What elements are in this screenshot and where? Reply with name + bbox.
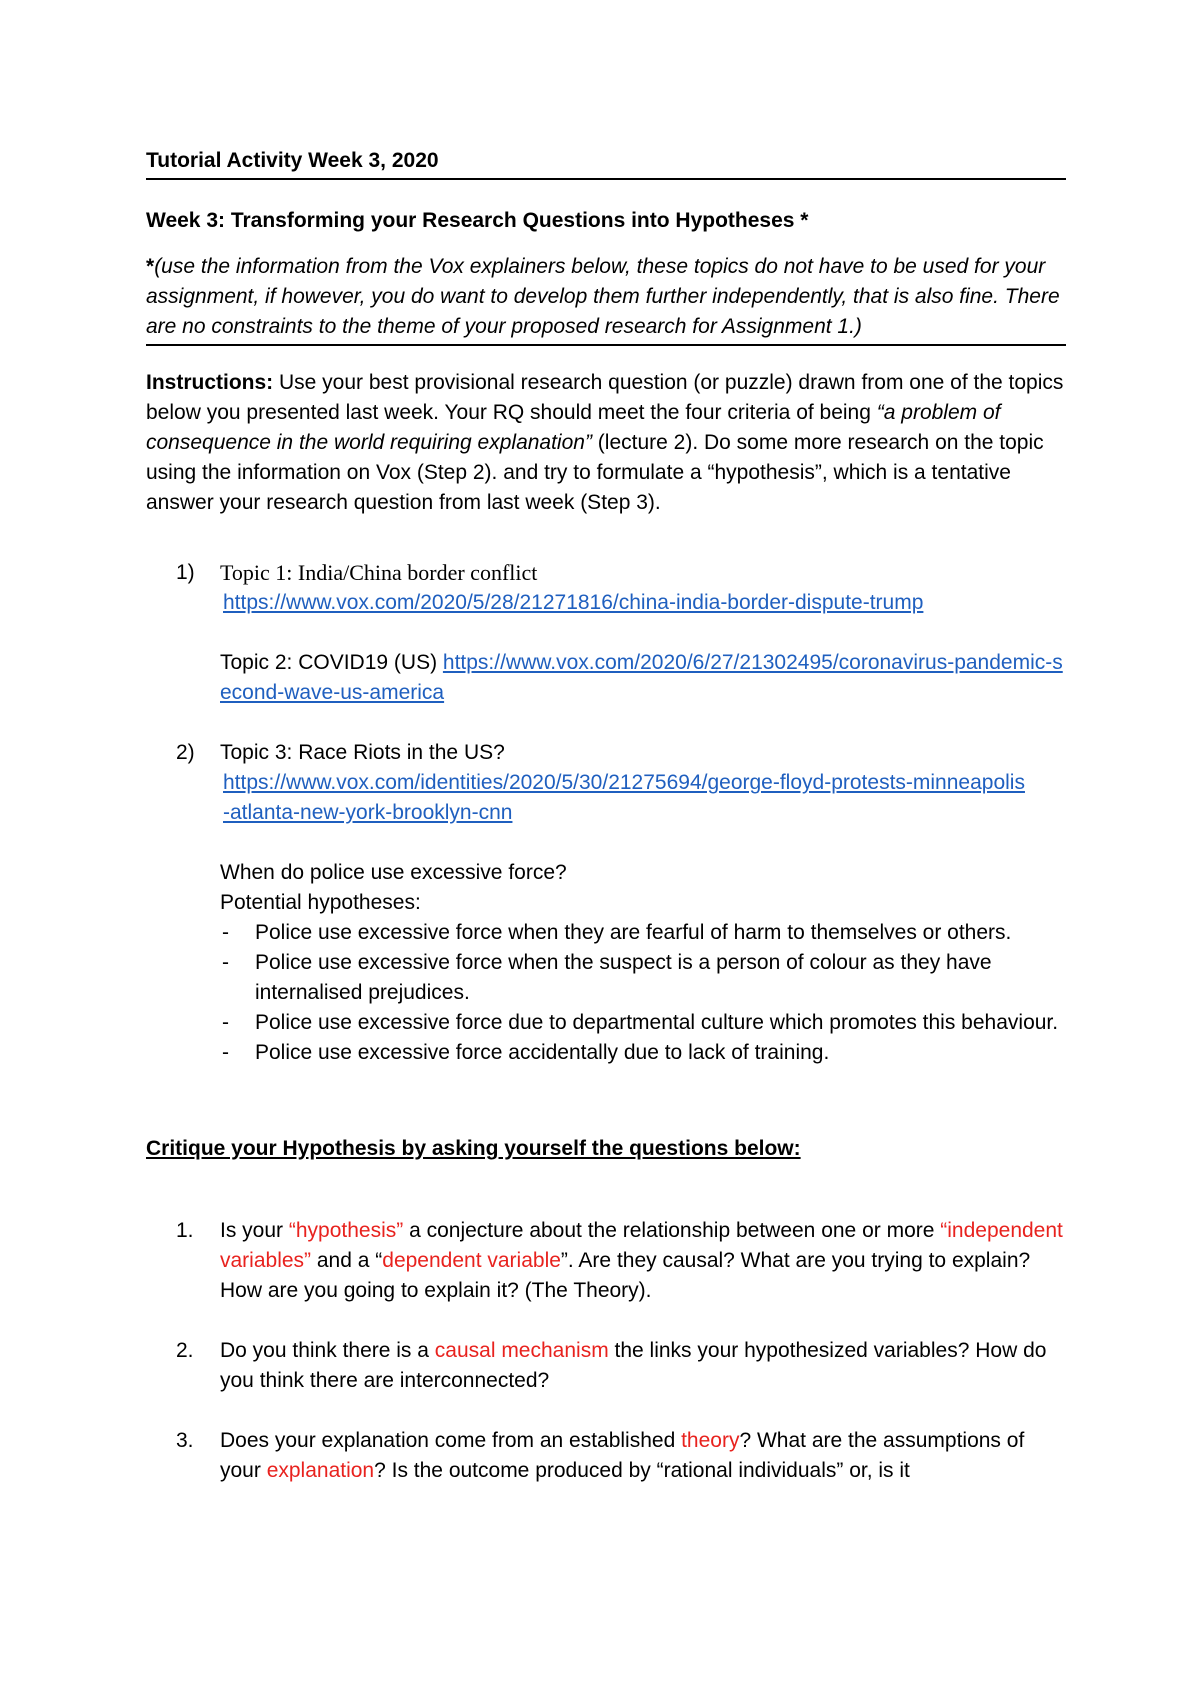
question-text: and a “ bbox=[311, 1249, 383, 1272]
instructions-quote: “a problem of consequence in the world requiring explanation” bbox=[146, 401, 1001, 454]
question-text: the links your hypothesized variables? How do you think there are interconnected? bbox=[220, 1339, 1047, 1392]
highlight-hypothesis: “hypothesis” bbox=[288, 1219, 404, 1242]
topic-item-1 bbox=[146, 558, 1066, 708]
question-item-1 bbox=[146, 1216, 1066, 1306]
highlight-independent-variables: “independent variables” bbox=[220, 1219, 1063, 1272]
highlight-theory: theory bbox=[681, 1429, 740, 1452]
question-text: Does your explanation come from an established bbox=[220, 1429, 682, 1452]
topic2-line bbox=[220, 648, 1066, 708]
page-subtitle: Week 3: Transforming your Research Questions into Hypotheses * bbox=[146, 209, 809, 232]
hypotheses-label: Potential hypotheses: bbox=[220, 891, 421, 914]
question-number: 3. bbox=[176, 1429, 194, 1452]
question-text: a conjecture about the relationship between one or more bbox=[403, 1219, 941, 1242]
list-item: - Police use excessive force when they are fearful of harm to themselves or others. bbox=[220, 918, 1066, 948]
police-question: When do police use excessive force? bbox=[220, 861, 567, 884]
topic3-link[interactable]: https://www.vox.com/identities/2020/5/30/21275694/george-floyd-protests-minneapolis-atlanta-new-york-brooklyn-cnn bbox=[223, 771, 1025, 824]
question-text: ? Is the outcome produced by “rational individuals” or, is it bbox=[374, 1459, 910, 1482]
page-title: Tutorial Activity Week 3, 2020 bbox=[146, 146, 1066, 180]
question-text: Do you think there is a bbox=[220, 1339, 435, 1362]
note-star: * bbox=[146, 255, 155, 278]
instructions-label: Instructions: bbox=[146, 371, 274, 394]
list-item: - Police use excessive force when the suspect is a person of colour as they have internalised prejudices. bbox=[220, 948, 1066, 1008]
question-number: 2. bbox=[176, 1339, 194, 1362]
topic-number-1: 1) bbox=[176, 561, 195, 584]
instructions-text-2: (lecture 2). Do some more research on the topic using the information on Vox (Step 2). and try to formulate a “hypothesis”, which is a tentative answer your research question from last week (Step 3). bbox=[146, 431, 1044, 514]
question-item-2 bbox=[146, 1336, 1066, 1396]
question-text: Is your bbox=[220, 1219, 289, 1242]
topic-number-2: 2) bbox=[176, 741, 195, 764]
topic2-label: Topic 2: COVID19 (US) bbox=[220, 651, 443, 674]
highlight-dependent-variable: dependent variable bbox=[382, 1249, 561, 1272]
note-paragraph bbox=[146, 252, 1066, 346]
note-text: (use the information from the Vox explainers below, these topics do not have to be used for your assignment, if however, you do want to develop them further independently, that is also fine. There are no constraints to the theme of your proposed research for Assignment 1.) bbox=[146, 255, 1060, 338]
topic2-link[interactable]: https://www.vox.com/2020/6/27/21302495/coronavirus-pandemic-second-wave-us-america bbox=[220, 651, 1063, 704]
critique-heading: Critique your Hypothesis by asking yourself the questions below: bbox=[146, 1137, 801, 1160]
highlight-causal-mechanism: causal mechanism bbox=[434, 1339, 609, 1362]
list-item: - Police use excessive force due to departmental culture which promotes this behaviour. bbox=[220, 1008, 1066, 1038]
topics-list bbox=[146, 558, 1066, 1068]
question-text: ? What are the assumptions of your bbox=[220, 1429, 1025, 1482]
hypotheses-list bbox=[220, 918, 1066, 1068]
document-content bbox=[146, 146, 1066, 1516]
topic1-label: Topic 1: India/China border conflict bbox=[220, 560, 538, 585]
list-item: - Police use excessive force accidentally due to lack of training. bbox=[220, 1038, 1066, 1068]
question-number: 1. bbox=[176, 1219, 194, 1242]
topic1-link[interactable]: https://www.vox.com/2020/5/28/21271816/china-india-border-dispute-trump bbox=[223, 591, 924, 614]
topic3-label: Topic 3: Race Riots in the US? bbox=[220, 741, 505, 764]
critique-questions-list bbox=[146, 1216, 1066, 1486]
instructions-paragraph bbox=[146, 368, 1066, 518]
topic-item-2 bbox=[146, 738, 1066, 1068]
question-text: ”. Are they causal? What are you trying to explain? How are you going to explain it? (The Theory). bbox=[220, 1249, 1031, 1302]
question-item-3 bbox=[146, 1426, 1066, 1486]
highlight-explanation: explanation bbox=[266, 1459, 375, 1482]
instructions-text-1: Use your best provisional research question (or puzzle) drawn from one of the topics below you presented last week. Your RQ should meet the four criteria of being bbox=[146, 371, 1064, 424]
